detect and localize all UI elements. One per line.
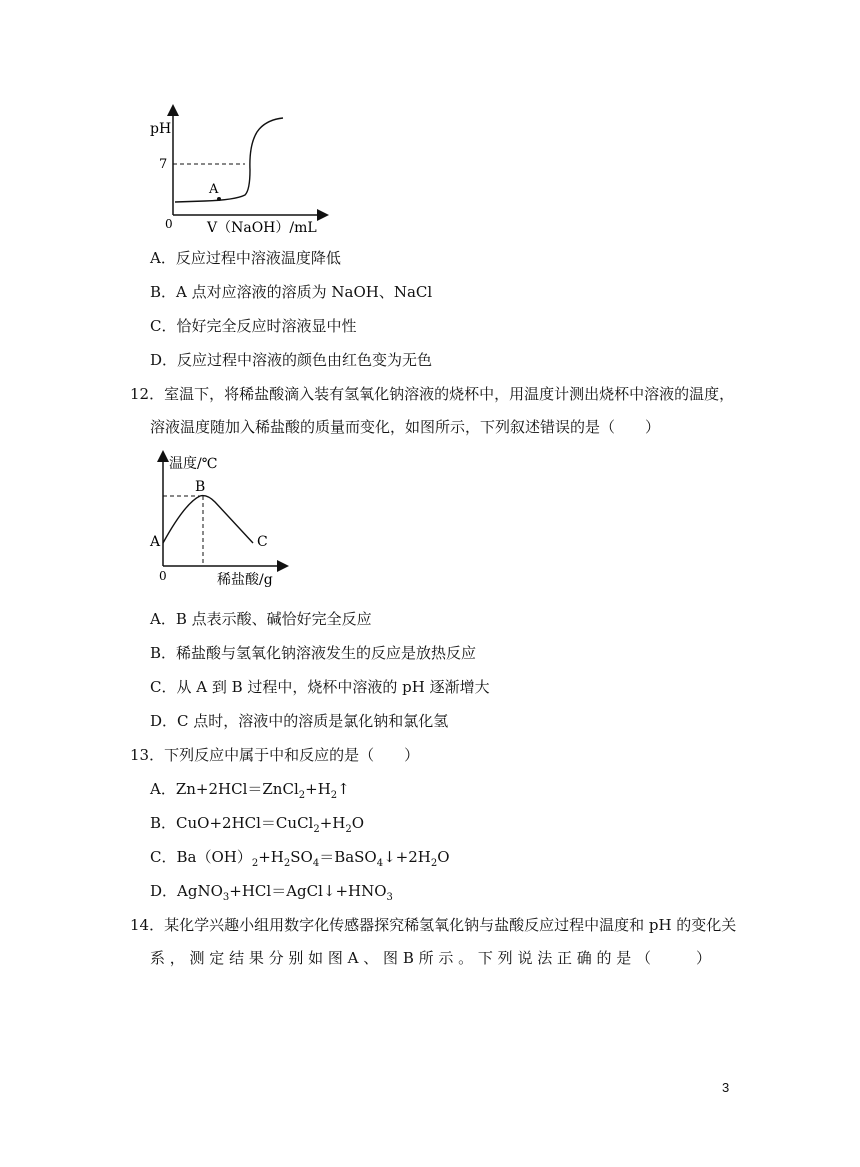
point-a-label: A [150,534,161,550]
x-axis-label: V（NaOH）/mL [207,220,317,236]
q11-option-b: B．A 点对应溶液的溶质为 NaOH、NaCl [150,283,433,301]
origin-label: 0 [165,217,173,231]
point-a-label: A [209,182,219,197]
q11-option-c: C．恰好完全反应时溶液显中性 [150,317,357,335]
q13-option-b: B．$CuO+2HCl=CuCl_2+H_2O$ [150,814,365,835]
point-a-marker [217,197,221,201]
q13-stem: 13．下列反应中属于中和反应的是（ ） [130,746,420,764]
q13-option-a: A．$Zn+2HCl=ZnCl_2+H_2↑$ [150,780,350,801]
point-b-label: B [195,479,206,495]
q12-option-c: C．从 A 到 B 过程中，烧杯中溶液的 pH 逐渐增大 [150,678,490,696]
q11-option-d: D．反应过程中溶液的颜色由红色变为无色 [150,351,433,369]
q12-stem-line2: 溶液温度随加入稀盐酸的质量而变化，如图所示，下列叙述错误的是（ ） [150,418,661,436]
q12-option-a: A．B 点表示酸、碱恰好完全反应 [150,610,372,628]
x-axis-label: 稀盐酸/g [217,572,273,588]
ph7-tick-label: 7 [159,157,168,172]
q12-option-d: D．C 点时，溶液中的溶质是氯化钠和氯化氢 [150,712,449,730]
origin-label: 0 [159,569,167,583]
titration-curve [175,118,283,202]
q11-option-a: A．反应过程中溶液温度降低 [150,249,341,267]
page-number: 3 [722,1080,730,1095]
y-axis-label: 温度/℃ [169,456,218,472]
q14-stem-line2: 系 ， 测 定 结 果 分 别 如 图 A 、 图 B 所 示 。 下 列 说 法 正 确 的 是 （ ） [150,949,712,967]
temperature-curve [163,496,253,543]
y-axis-label: pH [150,121,172,137]
point-c-label: C [257,534,268,550]
q12-stem-line1: 12．室温下，将稀盐酸滴入装有氢氧化钠溶液的烧杯中，用温度计测出烧杯中溶液的温度， [130,385,735,403]
ph-titration-graph [145,100,345,240]
q13-option-d: D．$AgNO_3+HCl=AgCl↓+HNO_3$ [150,882,393,903]
q13-option-c: C．$Ba(OH)_2+H_2SO_4=BaSO_4↓+2H_2O$ [150,848,450,869]
q14-stem-line1: 14．某化学兴趣小组用数字化传感器探究稀氢氧化钠与盐酸反应过程中温度和 pH 的变化关 [130,916,737,934]
q12-option-b: B．稀盐酸与氢氧化钠溶液发生的反应是放热反应 [150,644,477,662]
temperature-graph [145,448,295,588]
